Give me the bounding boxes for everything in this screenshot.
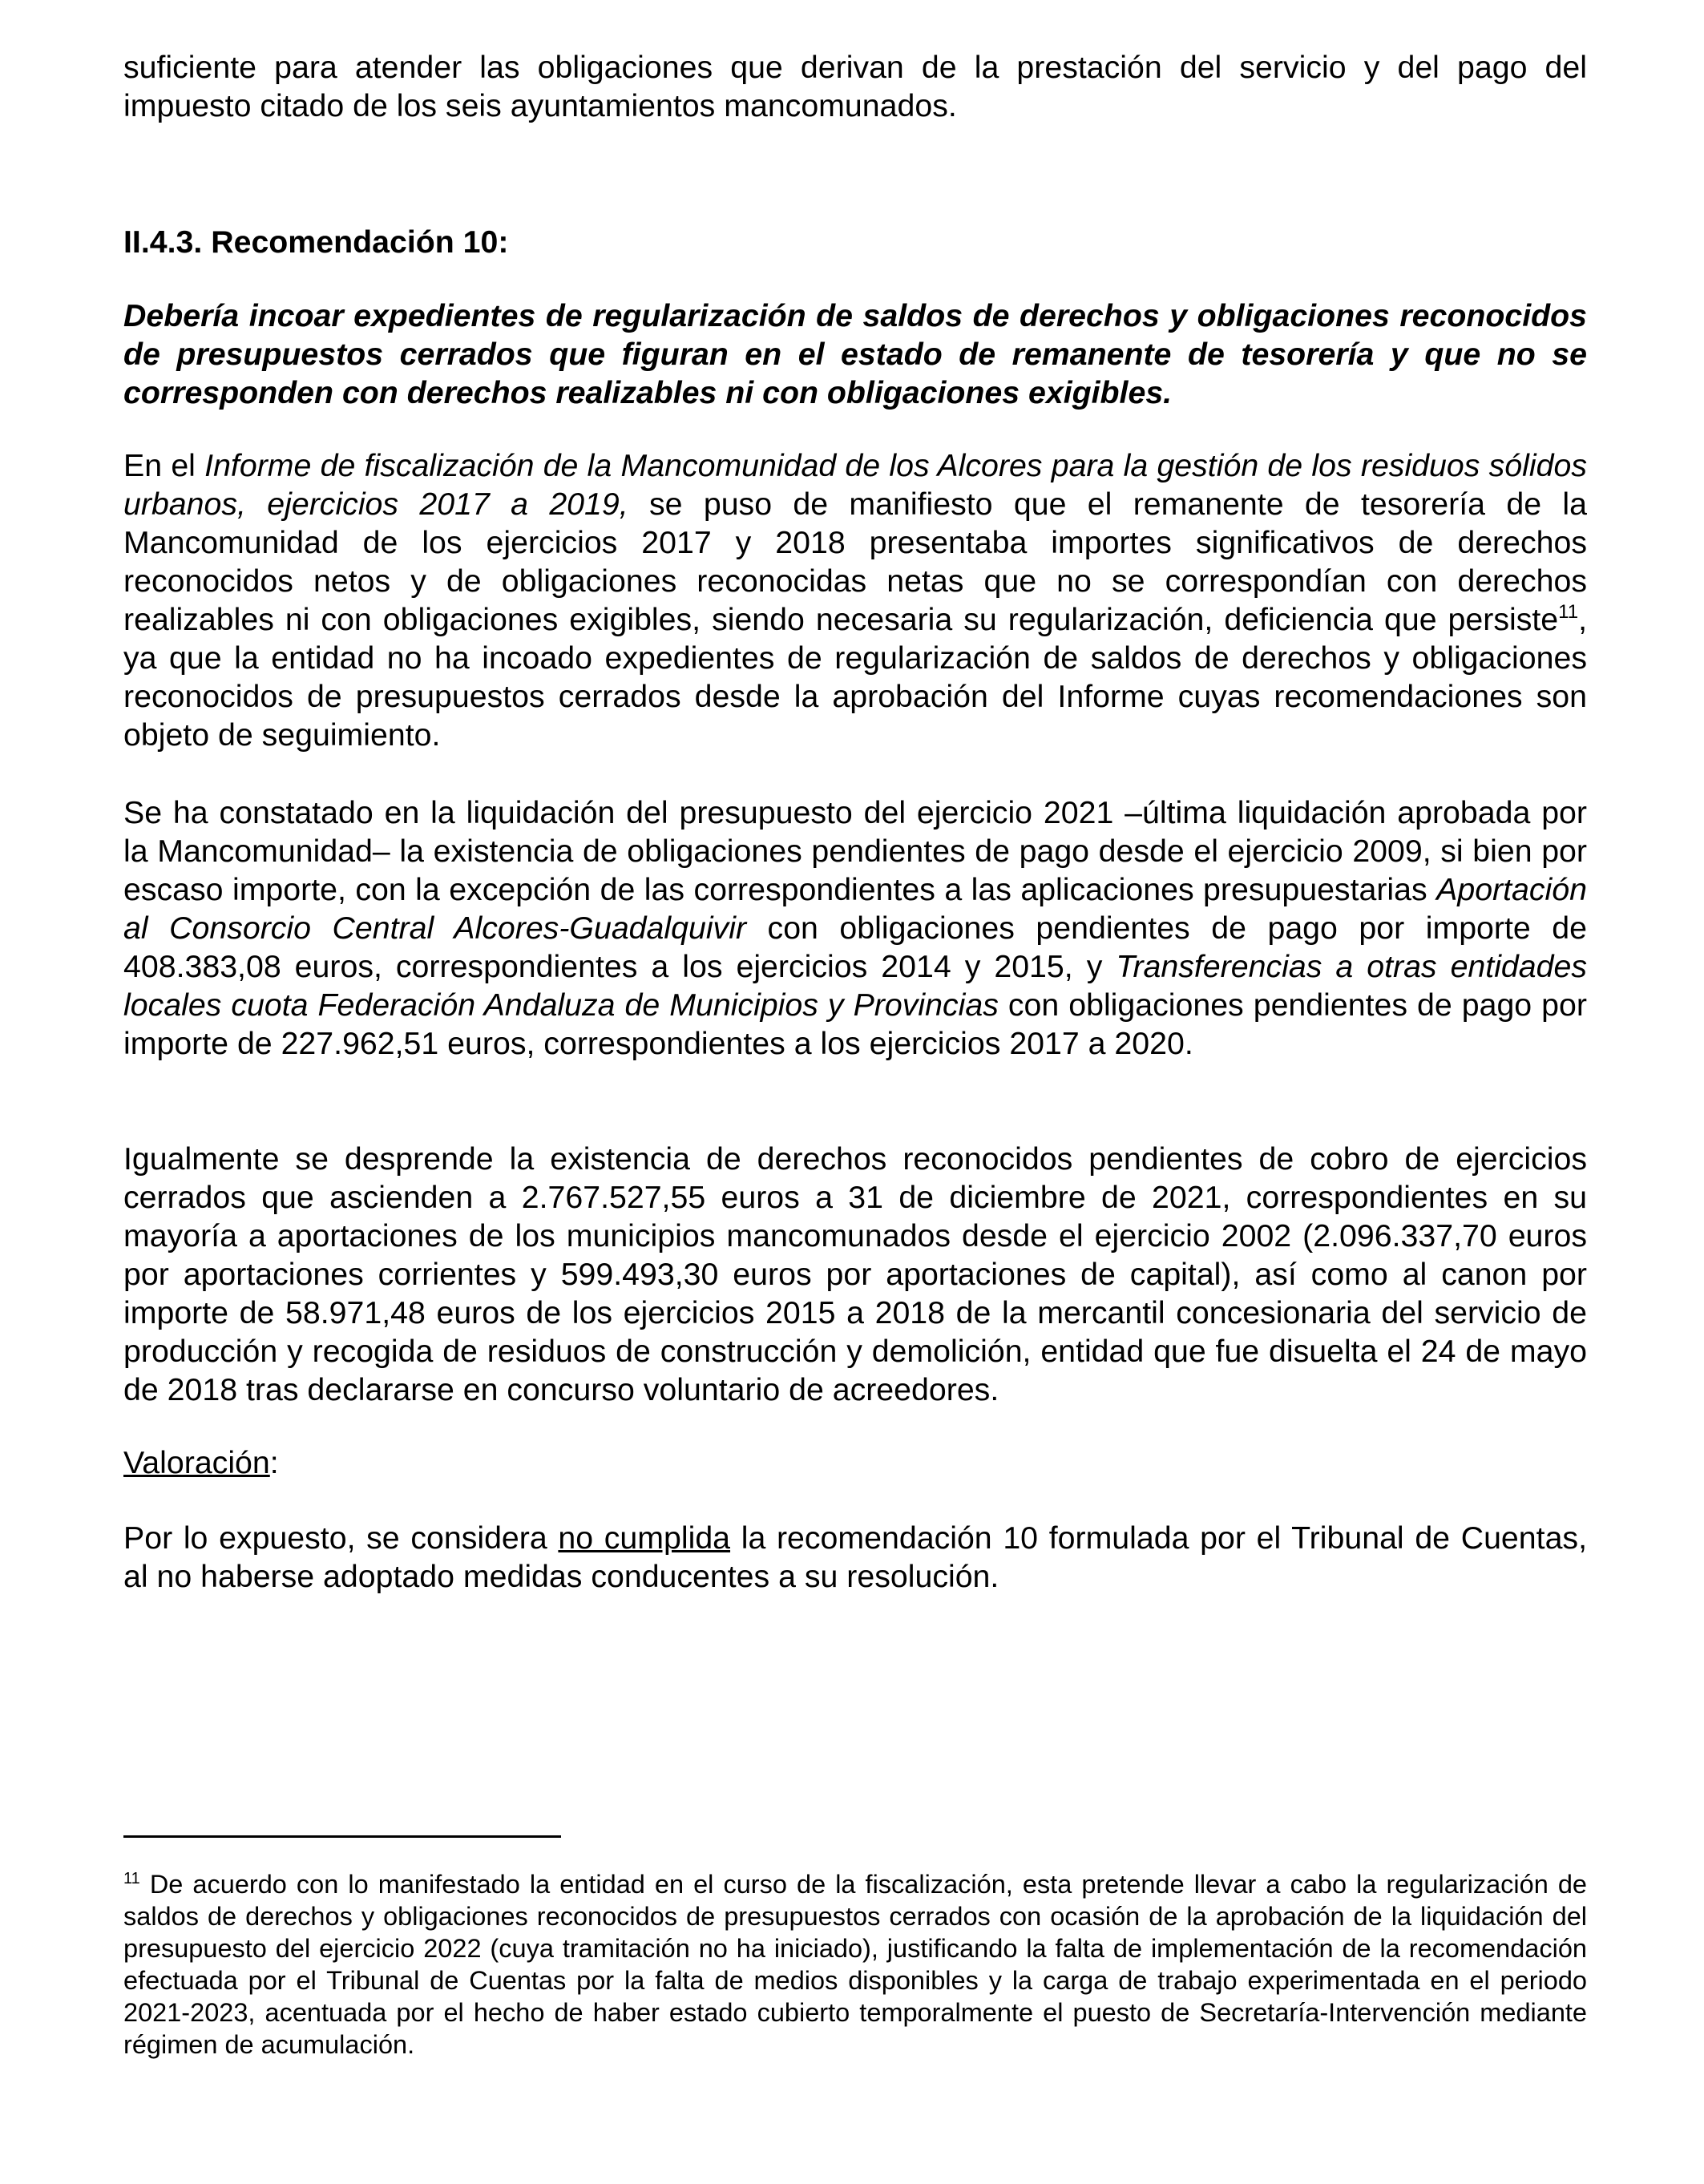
text: la recomendación 10 formulada por el Tribunal de Cuentas, al no haberse adoptado medidas conducentes a su resolución. [123, 1520, 1587, 1594]
colon: : [269, 1445, 279, 1480]
report-title: Informe de fiscalización de la Mancomunidad de los Alcores para la gestión de los residuos sólidos urbanos, ejercicios 2017 a 2019, [123, 448, 1587, 522]
text: En el [123, 448, 205, 483]
footnote-divider [123, 1835, 561, 1838]
paragraph-continuation: suficiente para atender las obligaciones que derivan de la prestación del servicio y del pago del impuesto citado de los seis ayuntamientos mancomunados. [123, 50, 1587, 123]
valoracion-heading [123, 1443, 1587, 1482]
footnote-reference[interactable]: 11 [1558, 601, 1579, 623]
footnote [123, 1868, 1587, 2061]
text: se puso de manifiesto que el remanente de tesorería de la Mancomunidad de los ejercicios 2017 y 2018 presentaba importes significativos de derechos reconocidos netos y de obligaciones reconocidas netas que no se correspondían con derechos realizables ni con obligaciones exigibles, siendo necesaria su regularización, deficiencia que persiste [123, 486, 1587, 637]
footnote-number: 11 [123, 1870, 140, 1887]
text: con obligaciones pendientes de pago por importe de 227.962,51 euros, correspondientes a los ejercicios 2017 a 2020. [123, 987, 1587, 1061]
budget-item: Transferencias a otras entidades locales cuota Federación Andaluza de Municipios y Provincias [123, 949, 1588, 1023]
recommendation-text: Debería incoar expedientes de regularización de saldos de derechos y obligaciones reconocidos de presupuestos cerrados que figuran en el estado de remanente de tesorería y que no se corresponden con derechos realizables ni con obligaciones exigibles. [123, 298, 1587, 410]
text: Por lo expuesto, se considera [123, 1520, 559, 1556]
valoracion-label: Valoración [123, 1445, 270, 1480]
assessment-result: no cumplida [558, 1520, 731, 1556]
text: con obligaciones pendientes de pago por importe de 408.383,08 euros, correspondientes a los ejercicios 2014 y 2015, y [123, 910, 1587, 984]
footnote-text: De acuerdo con lo manifestado la entidad en el curso de la fiscalización, esta pretende llevar a cabo la regularización de saldos de derechos y obligaciones reconocidos de presupuestos cerrados con ocasión de la aprobación de la liquidación del presupuesto del ejercicio 2022 (cuya tramitación no ha iniciado), justificando la falta de implementación de la recomendación efectuada por el Tribunal de Cuentas por la falta de medios disponibles y la carga de trabajo experimentada en el periodo 2021-2023, acentuada por el hecho de haber estado cubierto temporalmente el puesto de Secretaría-Intervención mediante régimen de acumulación. [123, 1870, 1587, 2059]
text: , ya que la entidad no ha incoado expedientes de regularización de saldos de derechos y obligaciones reconocidos de presupuestos cerrados desde la aprobación del Informe cuyas recomendaciones son objeto de seguimiento. [123, 602, 1587, 753]
paragraph-rights: Igualmente se desprende la existencia de derechos reconocidos pendientes de cobro de ejercicios cerrados que ascienden a 2.767.527,55 euros a 31 de diciembre de 2021, correspondientes en su mayoría a aportaciones de los municipios mancomunados desde el ejercicio 2002 (2.096.337,70 euros por aportaciones corrientes y 599.493,30 euros por aportaciones de capital), así como al canon por importe de 58.971,48 euros de los ejercicios 2015 a 2018 de la mercantil concesionaria del servicio de producción y recogida de residuos de construcción y demolición, entidad que fue disuelta el 24 de mayo de 2018 tras declararse en concurso voluntario de acreedores. [123, 1141, 1587, 1407]
section-heading: II.4.3. Recomendación 10: [123, 224, 509, 260]
budget-item: Aportación al Consorcio Central Alcores-Guadalquivir [123, 872, 1587, 946]
paragraph-obligations [123, 793, 1587, 1063]
paragraph-conclusion [123, 1519, 1587, 1596]
text: Se ha constatado en la liquidación del presupuesto del ejercicio 2021 –última liquidación aprobada por la Mancomunidad– la existencia de obligaciones pendientes de pago desde el ejercicio 2009, si bien por escaso importe, con la excepción de las correspondientes a las aplicaciones presupuestarias [123, 795, 1587, 907]
paragraph-background [123, 446, 1587, 754]
